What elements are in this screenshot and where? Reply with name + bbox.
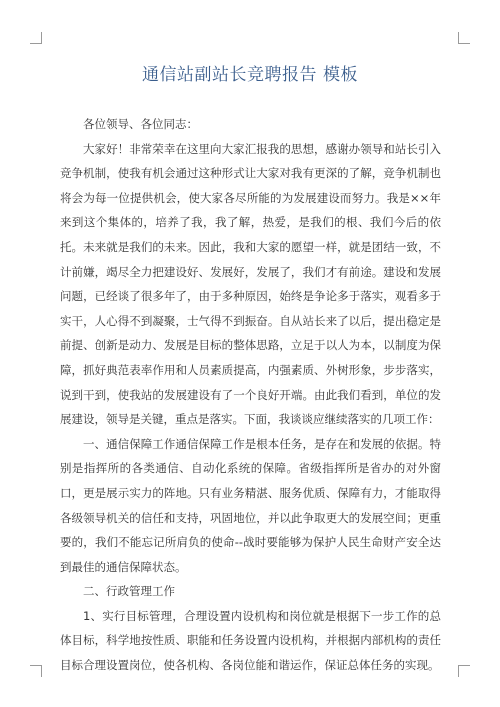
paragraph-section-2-item-1: 1、实行目标管理，合理设置内设机构和岗位就是根据下一步工作的总体目标，科学地按性质、职能和任务设置内设机构，并根据内部机构的责任目标合理设置岗位，使各机构、各岗位能和谐运作，保证总体任务的实现。 [60,608,441,673]
crop-mark-top-right [458,32,470,44]
paragraph-intro: 大家好！非常荣幸在这里向大家汇报我的思想，感谢办领导和站长引入竞争机制，使我有机会通过这种形式让大家对我有更深的了解，竞争机制也将会为每一位提供机会，使大家各尽所能的为发展建设而努力。我是××年来到这个集体的，培养了我，我了解，热爱，是我们的根、我们今后的依托。未来就是我们的未来。因此，我和大家的愿望一样，就是团结一致，不计前嫌，竭尽全力把建设好、发展好，发展了，我们才有前途。建设和发展问题，已经谈了很多年了，由于多种原因，始终是争论多于落实，观看多于实干，人心得不到凝聚，士气得不到振奋。自从站长来了以后，提出稳定是前提、创新是动力、发展是目标的整体思路，立足于以人为本，以制度为保障，抓好典范表率作用和人员素质提高，内强素质、外树形象，步步落实，说到干到，使我站的发展建设有了一个良好开端。由此我们看到，单位的发展建设，领导是关键，重点是落实。下面，我谈谈应继续落实的几项工作： [60,141,441,427]
crop-mark-bottom-left [30,665,42,677]
paragraph-section-1: 一、通信保障工作通信保障工作是根本任务，是存在和发展的依据。特别是指挥所的各类通信、自动化系统的保障。省级指挥所是省办的对外窗口，更是展示实力的阵地。只有业务精湛、服务优质、保障有力，才能取得各级领导机关的信任和支持，巩固地位，并以此争取更大的发展空间；更重要的，我们不能忘记所肩负的使命--战时要能够为保护人民生命财产安全达到最佳的通信保障状态。 [60,436,441,574]
crop-mark-bottom-right [458,665,470,677]
document-title: 通信站副站长竞聘报告 模板 [142,65,358,85]
salutation: 各位领导、各位同志： [83,117,198,131]
document-body [60,112,441,678]
crop-mark-top-left [30,32,42,44]
heading-section-2: 二、行政管理工作 [83,584,175,599]
